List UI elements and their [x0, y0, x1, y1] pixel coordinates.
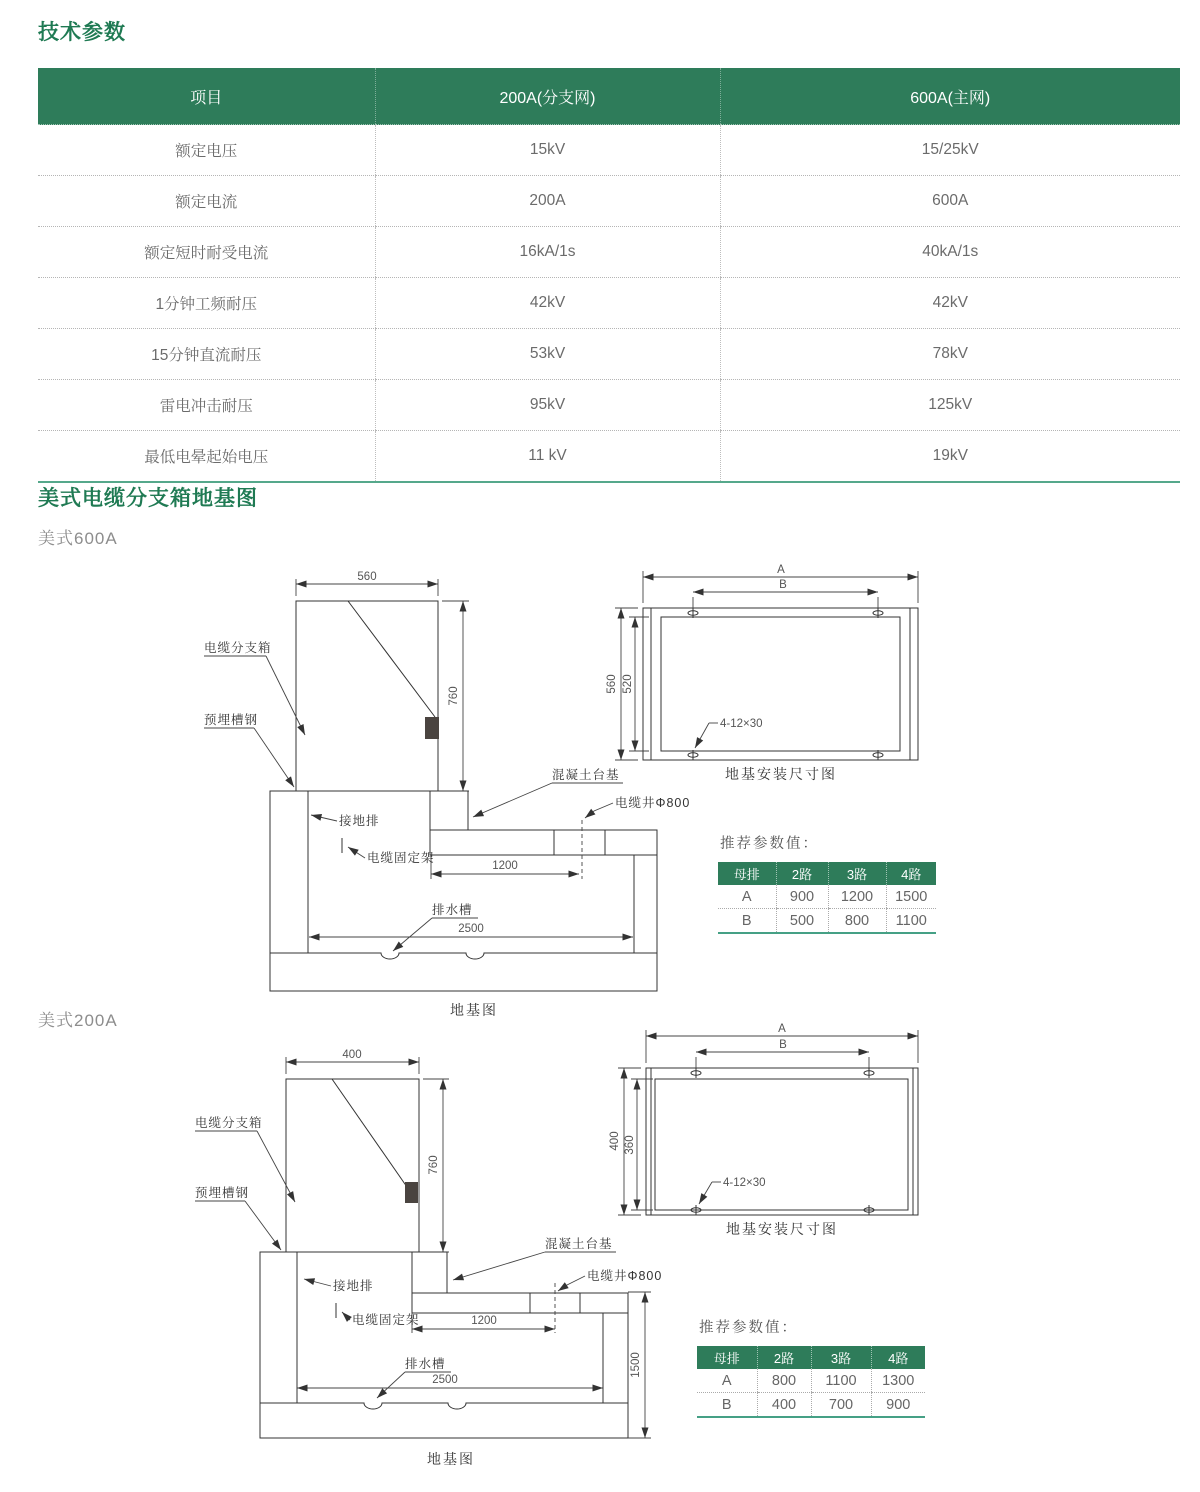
label-cable-well — [558, 1268, 662, 1291]
rec-cell: 1100 — [886, 909, 936, 934]
rec-header-row — [718, 862, 936, 885]
rec-cell: 800 — [757, 1369, 811, 1393]
row-value-200: 95kV — [375, 380, 720, 431]
dim-1500-label: 1500 — [630, 1352, 642, 1378]
bottom-concrete-base — [260, 1403, 628, 1438]
rec-cell: 400 — [757, 1393, 811, 1418]
table-row — [38, 380, 1180, 431]
row-value-200: 15kV — [375, 125, 720, 176]
bolt-slots — [688, 608, 883, 760]
dimension-base-width — [309, 923, 633, 937]
label-slot-spec — [695, 718, 763, 748]
rec-table-200a — [697, 1346, 925, 1418]
recommended-params-600a — [718, 832, 942, 934]
dimension-platform-width — [412, 1313, 555, 1333]
rec-cell: B — [741, 912, 752, 929]
subtitle-200a: 美式200A — [38, 1011, 118, 1030]
rec-row-b — [718, 909, 936, 934]
subtitle-600a: 美式600A — [38, 529, 118, 548]
svg-text:电缆井Φ800: 电缆井Φ800 — [587, 1269, 663, 1283]
dim-b-label: B — [779, 1039, 787, 1051]
svg-text:接地排: 接地排 — [333, 1279, 374, 1293]
dimension-b — [693, 579, 878, 608]
label-channel-steel — [195, 1185, 281, 1250]
row-value-600: 15/25kV — [720, 125, 1180, 176]
left-brick-wall — [270, 791, 308, 953]
foundation-structure — [260, 1252, 628, 1438]
cabinet-outline — [296, 601, 439, 791]
table-row — [38, 176, 1180, 227]
rec-header-4way: 4路 — [886, 862, 936, 885]
rec-cell: 1200 — [828, 885, 886, 909]
rec-cell: A — [697, 1369, 757, 1393]
foundation-top-view-600a — [605, 555, 945, 795]
spec-header-600a: 600A(主网) — [720, 68, 1180, 125]
table-row — [38, 227, 1180, 278]
svg-text:电缆固定架: 电缆固定架 — [367, 851, 435, 865]
rec-cell: A — [718, 885, 776, 909]
rec-cell: 700 — [811, 1393, 871, 1418]
svg-text:电缆固定架: 电缆固定架 — [352, 1313, 420, 1327]
row-label: 1分钟工频耐压 — [38, 278, 375, 329]
rec-cell: 900 — [776, 885, 828, 909]
label-slot-spec — [699, 1177, 766, 1204]
row-value-600: 42kV — [720, 278, 1180, 329]
dim-520-label: 520 — [622, 674, 634, 694]
row-label: 最低电晕起始电压 — [144, 449, 269, 466]
row-label: 15分钟直流耐压 — [38, 329, 375, 380]
frame-outline — [643, 608, 918, 760]
rec-header-2way: 2路 — [757, 1346, 811, 1369]
rec-table-600a — [718, 862, 936, 934]
caption-foundation-200a: 地基图 — [427, 1451, 475, 1467]
rec-title-200a: 推荐参数值： — [699, 1320, 798, 1336]
concrete-slab — [430, 830, 657, 855]
spec-header-200a: 200A(分支网) — [375, 68, 720, 125]
row-value-600: 78kV — [720, 329, 1180, 380]
row-value-200: 16kA/1s — [375, 227, 720, 278]
dim-760-label: 760 — [448, 686, 460, 706]
spec-header-row — [38, 68, 1180, 125]
rec-header-3way: 3路 — [811, 1346, 871, 1369]
row-value-600: 19kV — [720, 431, 1180, 483]
row-value-200: 42kV — [375, 278, 720, 329]
dim-560-label: 560 — [606, 674, 618, 694]
svg-text:排水槽: 排水槽 — [432, 903, 473, 917]
rec-title-600a: 推荐参数值： — [720, 836, 819, 852]
concrete-slab — [412, 1293, 628, 1313]
left-brick-wall — [260, 1252, 297, 1403]
rec-cell: B — [721, 1396, 732, 1413]
dimension-base-width — [297, 1374, 603, 1388]
right-brick-wall — [634, 855, 657, 953]
concrete-block — [430, 791, 468, 830]
foundation-structure — [270, 791, 657, 991]
foundation-cross-section-600a — [185, 555, 691, 1020]
rec-row-a — [697, 1369, 925, 1393]
row-label: 额定短时耐受电流 — [38, 227, 375, 278]
dimension-cabinet-height — [423, 1079, 449, 1252]
row-value-600: 125kV — [720, 380, 1180, 431]
svg-text:排水槽: 排水槽 — [405, 1357, 446, 1371]
dim-1200-label: 1200 — [492, 860, 518, 872]
cabinet-outline — [286, 1079, 419, 1252]
dim-2500-label: 2500 — [458, 923, 484, 935]
section-title-tech-params: 技术参数 — [38, 21, 126, 44]
svg-text:预埋槽钢: 预埋槽钢 — [195, 1186, 250, 1200]
label-cable-bracket — [348, 847, 435, 865]
row-label: 雷电冲击耐压 — [38, 380, 375, 431]
label-channel-steel — [204, 712, 294, 787]
row-value-600: 600A — [720, 176, 1180, 227]
label-cable-bracket — [342, 1312, 420, 1327]
rec-row-a — [718, 885, 936, 909]
svg-text:混凝土台基: 混凝土台基 — [552, 768, 620, 782]
table-row — [38, 329, 1180, 380]
dimension-b — [696, 1039, 869, 1068]
caption-install-600a: 地基安装尺寸图 — [725, 766, 837, 782]
svg-text:电缆井Φ800: 电缆井Φ800 — [615, 796, 691, 810]
rec-header-4way: 4路 — [871, 1346, 925, 1369]
cabinet-handle — [425, 717, 439, 739]
dim-b-label: B — [779, 579, 787, 591]
caption-install-200a: 地基安装尺寸图 — [726, 1221, 838, 1237]
rec-cell: 500 — [776, 909, 828, 934]
dim-560-label: 560 — [357, 571, 377, 583]
dimension-inner-height — [624, 1079, 653, 1210]
dimension-base-height — [628, 1292, 651, 1438]
concrete-block — [412, 1252, 447, 1293]
rec-header-busbar: 母排 — [718, 862, 776, 885]
rec-header-2way: 2路 — [776, 862, 828, 885]
rec-header-3way: 3路 — [828, 862, 886, 885]
dimension-cabinet-width — [296, 571, 438, 596]
rec-cell: 1100 — [811, 1369, 871, 1393]
rec-row-b — [697, 1393, 925, 1418]
dim-a-label: A — [778, 1023, 786, 1035]
slot-spec-label: 4-12×30 — [723, 1177, 766, 1189]
row-value-600: 40kA/1s — [720, 227, 1180, 278]
table-row — [38, 125, 1180, 176]
slot-spec-label: 4-12×30 — [720, 718, 763, 730]
label-ground-bar — [311, 813, 380, 853]
dim-a-label: A — [777, 564, 785, 576]
foundation-top-view-200a — [605, 1015, 945, 1255]
row-value-200: 53kV — [375, 329, 720, 380]
bolt-slots — [691, 1068, 874, 1215]
spec-header-item: 项目 — [38, 68, 375, 125]
foundation-cross-section-200a — [185, 1040, 665, 1490]
label-cable-well — [585, 795, 690, 818]
dim-2500-label: 2500 — [432, 1374, 458, 1386]
dim-1200-label: 1200 — [471, 1315, 497, 1327]
row-label: 额定电流 — [38, 176, 375, 227]
rec-cell: 1300 — [871, 1369, 925, 1393]
right-brick-wall — [603, 1313, 628, 1403]
row-value-200: 200A — [375, 176, 720, 227]
table-row — [38, 278, 1180, 329]
svg-text:电缆分支箱: 电缆分支箱 — [195, 1116, 263, 1130]
section-title-foundation: 美式电缆分支箱地基图 — [38, 487, 258, 510]
dim-400-label: 400 — [342, 1049, 362, 1061]
svg-text:预埋槽钢: 预埋槽钢 — [204, 713, 259, 727]
rec-cell: 1500 — [886, 885, 936, 909]
row-value-200: 11 kV — [375, 431, 720, 483]
dim-760-label: 760 — [428, 1155, 440, 1175]
dimension-inner-height — [622, 617, 649, 751]
dimension-platform-width — [431, 855, 579, 879]
caption-foundation-600a: 地基图 — [450, 1002, 498, 1018]
row-label: 额定电压 — [38, 125, 375, 176]
spec-table — [38, 68, 1180, 483]
dimension-cabinet-width — [286, 1049, 419, 1074]
svg-text:混凝土台基: 混凝土台基 — [545, 1237, 613, 1251]
label-ground-bar — [304, 1278, 374, 1318]
frame-outline — [646, 1068, 918, 1215]
svg-text:电缆分支箱: 电缆分支箱 — [204, 641, 272, 655]
cabinet-handle — [405, 1182, 418, 1203]
dimension-cabinet-height — [442, 601, 469, 791]
svg-text:接地排: 接地排 — [339, 814, 380, 828]
bottom-concrete-base — [270, 953, 657, 991]
rec-cell: 800 — [828, 909, 886, 934]
rec-header-row — [697, 1346, 925, 1369]
dim-360-label: 360 — [624, 1135, 636, 1155]
label-concrete-base — [473, 767, 623, 817]
table-row — [38, 431, 1180, 483]
rec-header-busbar: 母排 — [697, 1346, 757, 1369]
dim-400-label: 400 — [609, 1131, 621, 1151]
rec-cell: 900 — [871, 1393, 925, 1418]
recommended-params-200a — [697, 1316, 929, 1418]
